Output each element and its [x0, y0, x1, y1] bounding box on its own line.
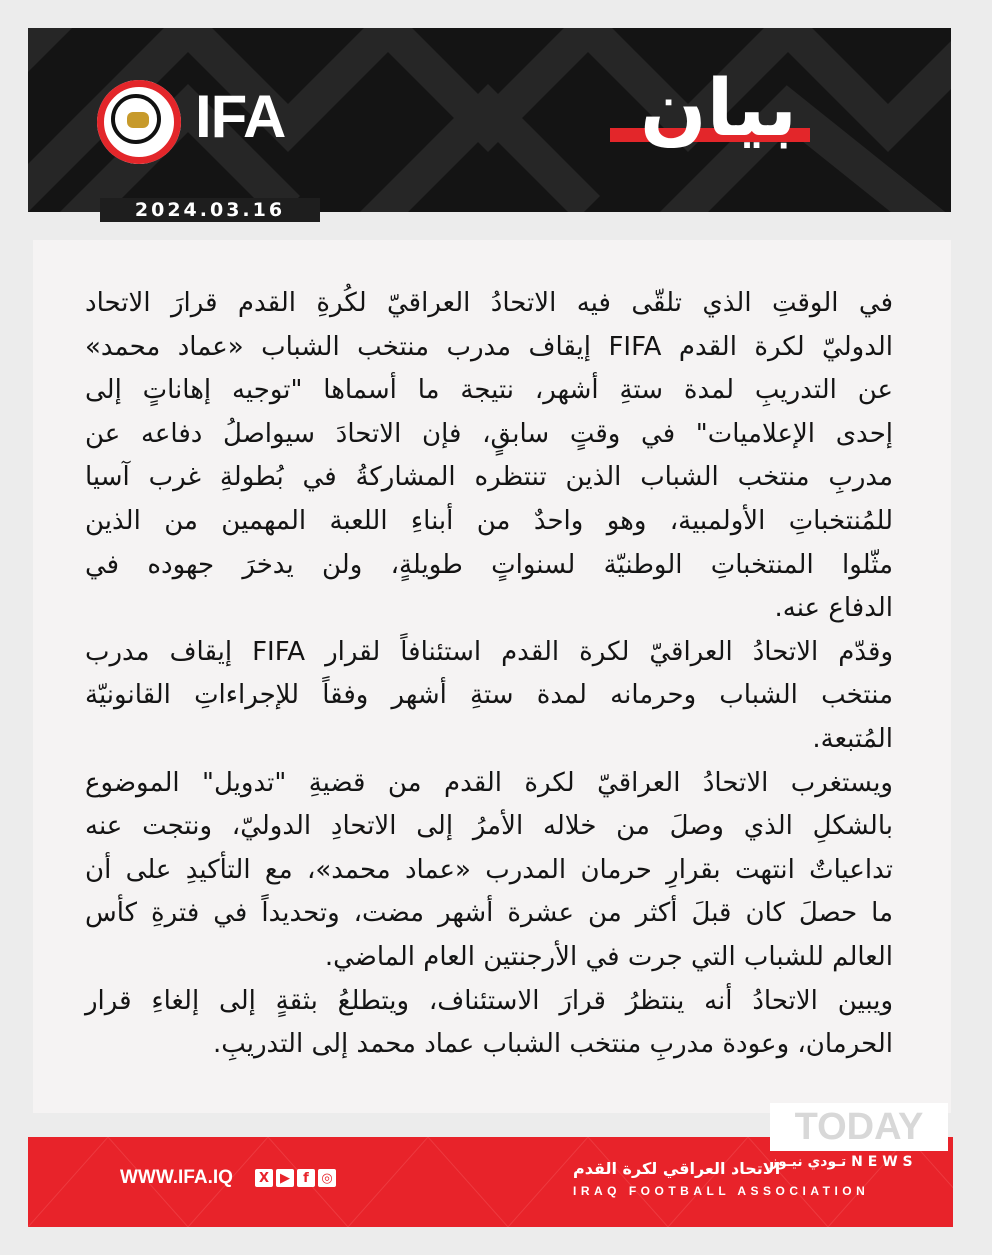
facebook-icon[interactable]: f [297, 1169, 315, 1187]
statement-line: بالشكلِ الذي وصلَ من خلاله الأمرُ إلى الاتحادِ الدوليّ، ونتجت عنه [85, 811, 893, 842]
statement-line: تداعياتٌ انتهت بقرارِ حرمان المدرب «عماد محمد»، مع التأكيدِ على أن [85, 854, 893, 885]
statement-line: ويستغرب الاتحادُ العراقيّ لكرة القدم من قضيةِ "تدويل" الموضوع [85, 767, 893, 798]
statement-line: الحرمان، وعودة مدربِ منتخب الشباب عماد محمد إلى التدريبِ. [212, 1029, 893, 1060]
watermark-logo: TODAY [770, 1103, 948, 1151]
youtube-icon[interactable]: ▶ [276, 1169, 294, 1187]
statement-date: 2024.03.16 [100, 198, 320, 222]
website-link[interactable]: WWW.IFA.IQ [120, 1167, 233, 1188]
statement-line: وقدّم الاتحادُ العراقيّ لكرة القدم استئنافاً لقرار FIFA إيقاف مدرب [85, 636, 894, 667]
statement-line: منتخب الشباب وحرمانه لمدة ستةِ أشهر وفقاً للإجراءاتِ القانونيّة [85, 680, 893, 711]
statement-line: مثّلوا المنتخباتِ الوطنيّة لسنواتٍ طويلةٍ، ولن يدخرَ جهوده في [85, 549, 893, 580]
watermark-subtitle: تـودي نيـوز N E W S [770, 1154, 913, 1170]
lion-emblem-icon [127, 112, 149, 128]
statement-line: ويبين الاتحادُ أنه ينتظرُ قرارَ الاستئناف، ويتطلعُ بثقةٍ إلى إلغاءِ قرار [85, 985, 893, 1016]
statement-line: المُتبعة. [812, 723, 893, 754]
association-name-ar: الاتحاد العراقي لكرة القدم [573, 1159, 781, 1178]
statement-line: عن التدريبِ لمدة ستةِ أشهر، نتيجة ما أسماها "توجيه إهاناتٍ إلى [85, 375, 893, 406]
statement-line: العالم للشباب التي جرت في الأرجنتين العام الماضي. [324, 941, 893, 972]
statement-line: الدفاع عنه. [774, 593, 893, 624]
statement-line: إحدى الإعلاميات" في وقتٍ سابقٍ، فإن الاتحادَ سيواصلُ دفاعه عن [85, 418, 893, 449]
statement-line: ما حصلَ كان قبلَ أكثر من عشرة أشهر مضت، وتحديداً في فترةِ كأس [85, 898, 893, 929]
brand-name: IFA [195, 83, 286, 150]
statement-body [85, 282, 893, 1067]
statement-line: الدوليّ لكرة القدم FIFA إيقاف مدرب منتخب الشباب «عماد محمد» [85, 331, 893, 362]
association-name-en: IRAQ FOOTBALL ASSOCIATION [573, 1184, 870, 1198]
instagram-icon[interactable]: ◎ [318, 1169, 336, 1187]
x-icon[interactable]: X [255, 1169, 273, 1187]
statement-title: بيان [640, 64, 797, 154]
statement-line: للمُنتخباتِ الأولمبية، وهو واحدٌ من أبناءِ اللعبة المهمين من الذين [85, 505, 893, 536]
header-banner [28, 28, 951, 212]
ifa-logo [97, 80, 181, 164]
statement-line: مدربِ منتخب الشباب الذين تنتظره المشاركةُ في بُطولةِ غرب آسيا [85, 462, 893, 493]
social-icons [255, 1169, 336, 1187]
statement-line: في الوقتِ الذي تلقّى فيه الاتحادُ العراقيّ لكُرةِ القدم قرارَ الاتحاد [85, 288, 893, 318]
